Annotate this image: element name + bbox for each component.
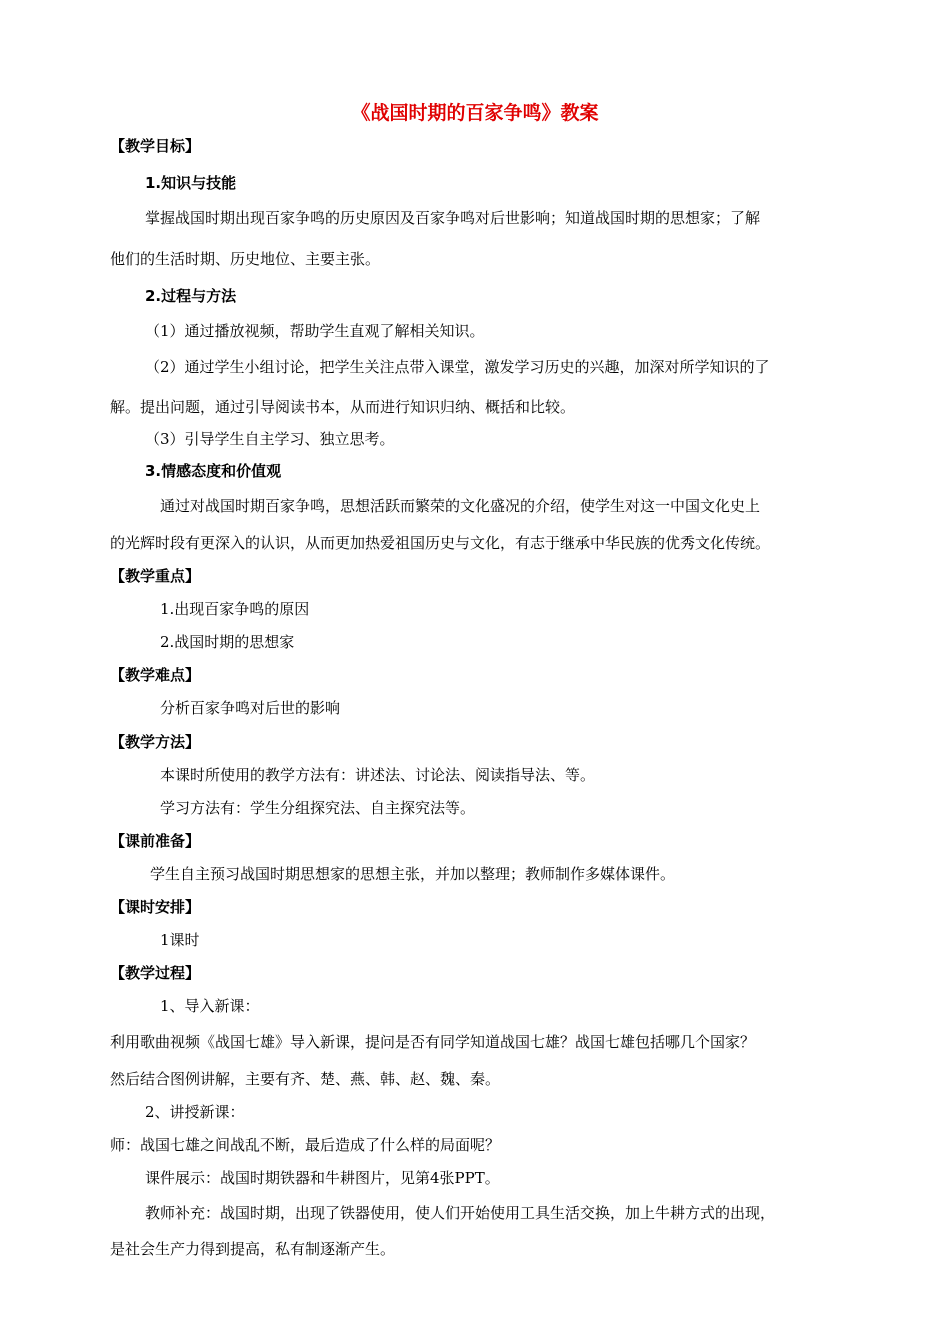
paragraph-line: 的光辉时段有更深入的认识，从而更加热爱祖国历史与文化，有志于继承中华民族的优秀文化传统。 [110, 534, 771, 552]
paragraph-line: 教师补充：战国时期，出现了铁器使用，使人们开始使用工具生活交换，加上牛耕方式的出现， [145, 1204, 776, 1222]
paragraph-line: （1）通过播放视频，帮助学生直观了解相关知识。 [145, 322, 485, 340]
list-item: 1.出现百家争鸣的原因 [160, 600, 310, 618]
document-title: 《战国时期的百家争鸣》教案 [351, 102, 599, 124]
paragraph-line: 解。提出问题，通过引导阅读书本，从而进行知识归纳、概括和比较。 [110, 398, 576, 416]
paragraph-line: 学习方法有：学生分组探究法、自主探究法等。 [160, 799, 476, 817]
paragraph-line: （2）通过学生小组讨论，把学生关注点带入课堂，激发学习历史的兴趣，加深对所学知识的了 [145, 358, 770, 376]
paragraph-line: 掌握战国时期出现百家争鸣的历史原因及百家争鸣对后世影响；知道战国时期的思想家；了解 [145, 209, 761, 227]
knowledge-skills-heading: 1.知识与技能 [145, 174, 237, 192]
key-points-heading: 【教学重点】 [110, 567, 201, 585]
paragraph-line: 1课时 [160, 931, 200, 949]
process-heading: 【教学过程】 [110, 964, 201, 982]
paragraph-line: 课件展示：战国时期铁器和牛耕图片，见第4张PPT。 [145, 1169, 500, 1187]
paragraph-line: 利用歌曲视频《战国七雄》导入新课，提问是否有同学知道战国七雄？战国七雄包括哪几个国家？ [110, 1033, 756, 1051]
paragraph-line: 他们的生活时期、历史地位、主要主张。 [110, 250, 381, 268]
preparation-heading: 【课前准备】 [110, 832, 201, 850]
attitude-values-heading: 3.情感态度和价值观 [145, 462, 282, 480]
paragraph-line: 学生自主预习战国时期思想家的思想主张，并加以整理；教师制作多媒体课件。 [150, 865, 676, 883]
step-heading: 2、讲授新课： [145, 1103, 245, 1121]
process-method-heading: 2.过程与方法 [145, 287, 237, 305]
step-heading: 1、导入新课： [160, 997, 260, 1015]
paragraph-line: 分析百家争鸣对后世的影响 [160, 699, 341, 717]
methods-heading: 【教学方法】 [110, 733, 201, 751]
difficulties-heading: 【教学难点】 [110, 666, 201, 684]
list-item: 2.战国时期的思想家 [160, 633, 295, 651]
paragraph-line: 然后结合图例讲解，主要有齐、楚、燕、韩、赵、魏、秦。 [110, 1070, 501, 1088]
objectives-heading: 【教学目标】 [110, 137, 201, 155]
paragraph-line: 师：战国七雄之间战乱不断，最后造成了什么样的局面呢？ [110, 1136, 501, 1154]
paragraph-line: 本课时所使用的教学方法有：讲述法、讨论法、阅读指导法、等。 [160, 766, 596, 784]
schedule-heading: 【课时安排】 [110, 898, 201, 916]
paragraph-line: 是社会生产力得到提高，私有制逐渐产生。 [110, 1240, 396, 1258]
paragraph-line: 通过对战国时期百家争鸣，思想活跃而繁荣的文化盛况的介绍，使学生对这一中国文化史上 [160, 497, 761, 515]
paragraph-line: （3）引导学生自主学习、独立思考。 [145, 430, 395, 448]
